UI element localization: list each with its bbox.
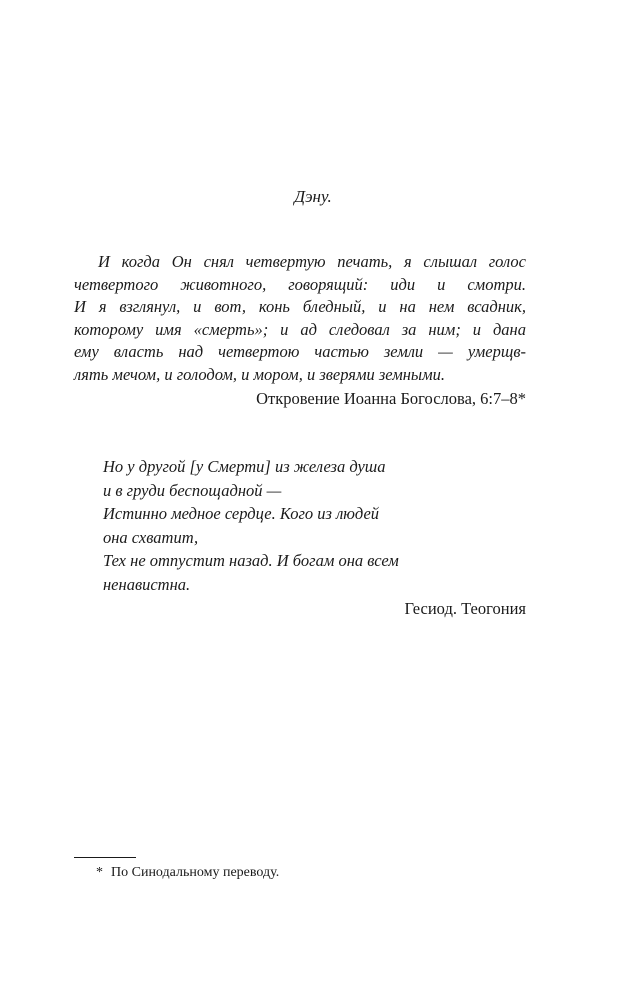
epigraph-attribution: Гесиод. Теогония xyxy=(404,598,526,618)
epigraph-attribution: Откровение Иоанна Богослова, 6:7–8* xyxy=(256,388,526,408)
epigraph-hesiod xyxy=(103,455,526,620)
epigraph-line: И я взглянул, и вот, конь бледный, и на нем всадник, xyxy=(74,297,526,317)
epigraph-line: четвертого животного, говорящий: иди и смотри. xyxy=(74,274,526,294)
footnote-divider xyxy=(74,857,136,858)
verse-line: Тех не отпустит назад. И богам она всем xyxy=(103,551,399,571)
epigraph-line: лять мечом, и голодом, и мором, и зверями земными. xyxy=(74,364,446,384)
epigraph-revelation xyxy=(74,251,526,410)
epigraph-line: которому имя «смерть»; и ад следовал за ним; и дана xyxy=(74,319,526,339)
footnote xyxy=(96,864,279,882)
epigraph-line: ему власть над четвертою частью земли — умерщв- xyxy=(74,342,526,362)
verse-line: ненавистна. xyxy=(103,574,191,594)
verse-line: она схватит, xyxy=(103,527,199,547)
footnote-mark: * xyxy=(96,865,103,880)
verse-line: и в груди беспощадной — xyxy=(103,480,282,500)
verse-line: Истинно медное сердце. Кого из людей xyxy=(103,504,380,524)
dedication: Дэну. xyxy=(294,187,332,206)
verse-line: Но у другой [у Смерти] из железа душа xyxy=(103,457,386,476)
epigraph-line: И когда Он снял четвертую печать, я слышал голос xyxy=(98,252,526,271)
footnote-text: По Синодальному переводу. xyxy=(111,865,280,880)
